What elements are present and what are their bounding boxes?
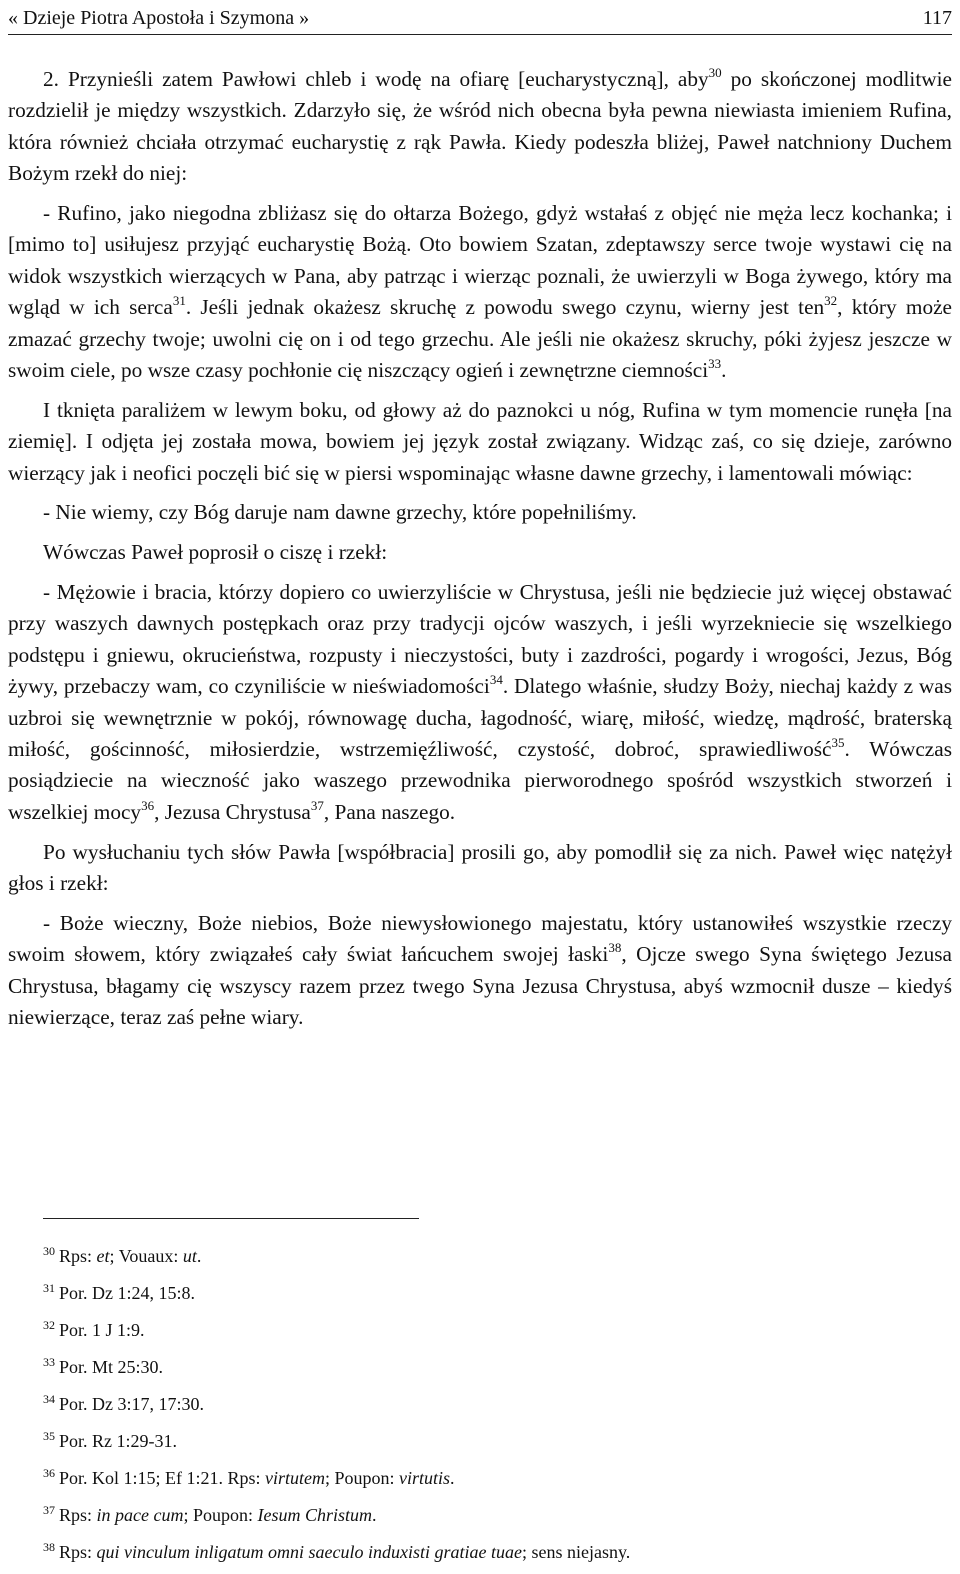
paragraph [8, 497, 952, 528]
footnote [43, 1497, 943, 1534]
footnote-ref: 31 [172, 293, 186, 309]
text-run: Wówczas Paweł poprosił o ciszę i rzekł: [43, 540, 388, 565]
paragraph [8, 837, 952, 900]
text-run: 2. Przynieśli zatem Pawłowi chleb i wodę na ofiarę [eucharystyczną], aby [43, 67, 709, 91]
footnote-number: 38 [43, 1539, 55, 1554]
footnote-ref: 33 [708, 355, 722, 371]
footnote-ref: 32 [824, 293, 838, 309]
italic-text: Iesum Christum [257, 1505, 373, 1525]
paragraph [8, 395, 952, 489]
paragraph [8, 198, 952, 386]
text-run: Rps: [59, 1542, 97, 1562]
footnote [43, 1349, 943, 1386]
footnote [43, 1386, 943, 1423]
text-run: . Wówczas posiądziecie na wieczność jako waszego przewodnika pierworodnego spośród wszystkich stworzeń i wszelkiej mocy [8, 737, 952, 824]
text-run: - Mężowie i bracia, którzy dopiero co uwierzyliście w Chrystusa, jeśli nie będziecie już więcej obstawać przy waszych dawnych postępkach oraz przy tradycji ojców waszych, i jeśli wyrzekniecie się wszelkiego podstępu i gniewu, okrucieństwa, rozpusty i nieczystości, buty i zazdrości, pogardy i wrogości, Jezus, Bóg żywy, przebaczy wam, co czyniliście w nieświadomości [8, 580, 952, 699]
text-run: ; sens niejasny. [521, 1542, 631, 1562]
footnote [43, 1312, 943, 1349]
footnote-number: 37 [43, 1502, 55, 1517]
text-run: , Jezusa Chrystusa [154, 799, 311, 824]
footnote [43, 1423, 943, 1460]
text-run: Por. Mt 25:30. [59, 1357, 164, 1377]
text-run: Po wysłuchaniu tych słów Pawła [współbracia] prosili go, aby pomodlił się za nich. Paweł więc natężył głos i rzekł: [8, 839, 952, 896]
footnote-number: 36 [43, 1465, 55, 1480]
footnote-number: 30 [43, 1243, 55, 1258]
text-run: Rps: [59, 1505, 97, 1525]
body-text [8, 64, 952, 1042]
italic-text: in pace cum [96, 1505, 184, 1525]
text-run: . [721, 358, 727, 383]
text-run: Por. 1 J 1:9. [59, 1320, 145, 1340]
text-run: Por. Kol 1:15; Ef 1:21. Rps: [59, 1468, 266, 1488]
text-run: I tknięta paraliżem w lewym boku, od głowy aż do paznokci u nóg, Rufina w tym momencie runęła [na ziemię]. I odjęta jej została mowa, bowiem jej język został związany. Widząc zaś, co się dzieje, zarówno wierzący jak i neofici poczęli bić się w piersi wspominając własne dawne grzechy, i lamentowali mówiąc: [8, 397, 952, 485]
paragraph [8, 537, 952, 568]
italic-text: virtutem [265, 1468, 326, 1488]
text-run: . [372, 1505, 377, 1525]
paragraph [8, 908, 952, 1034]
footnote-ref: 35 [831, 734, 845, 750]
running-title: « Dzieje Piotra Apostoła i Szymona » [8, 7, 310, 29]
text-run: - Boże wieczny, Boże niebios, Boże niewysłowionego majestatu, który ustanowiłeś wszystkie rzeczy swoim słowem, który związałeś cały świat łańcuchem swojej łaski [8, 910, 952, 967]
footnote [43, 1534, 943, 1571]
footnote [43, 1238, 943, 1275]
footnote-number: 32 [43, 1317, 55, 1332]
paragraph [8, 64, 952, 190]
footnote-number: 35 [43, 1428, 55, 1443]
italic-text: qui vinculum inligatum omni saeculo induxisti gratiae tuae [96, 1542, 522, 1562]
italic-text: ut [182, 1246, 197, 1266]
footnote [43, 1275, 943, 1312]
footnote-separator [43, 1218, 419, 1219]
footnote-number: 33 [43, 1354, 55, 1369]
page-number: 117 [922, 7, 952, 29]
text-run: Por. Dz 1:24, 15:8. [59, 1283, 196, 1303]
footnotes [43, 1238, 943, 1571]
footnote-number: 31 [43, 1280, 55, 1295]
running-header [8, 4, 952, 34]
italic-text: virtutis [399, 1468, 451, 1488]
text-run: . [196, 1246, 202, 1266]
text-run: . Jeśli jednak okażesz skruchę z powodu swego czynu, wierny jest ten [185, 295, 825, 320]
text-run: Por. Dz 3:17, 17:30. [59, 1394, 205, 1414]
footnote [43, 1460, 943, 1497]
footnote-ref: 37 [310, 797, 324, 813]
text-run: ; Poupon: [183, 1505, 258, 1525]
text-run: Rps: [59, 1246, 97, 1266]
text-run: ; Poupon: [325, 1468, 400, 1488]
text-run: - Rufino, jako niegodna zbliżasz się do ołtarza Bożego, gdyż wstałaś z objęć nie męża lecz kochanka; i [mimo to] usiłujesz przyjąć eucharystię Bożą. Oto bowiem Szatan, zdeptawszy serce twoje wystawi cię na widok wszystkich wierzących w Pana, aby patrząc i wierząc poznali, że uwierzyli w Boga żywego, który ma wgląd w ich serca [8, 201, 952, 320]
footnote-ref: 30 [708, 64, 722, 80]
text-run: Por. Rz 1:29-31. [59, 1431, 178, 1451]
text-run: po skończonej modlitwie rozdzielił je między wszystkich. Zdarzyło się, że wśród nich obecna była pewna niewiasta imieniem Rufina, która również chciała otrzymać eucharystię z rąk Pawła. Kiedy podeszła bliżej, Paweł natchniony Duchem Bożym rzekł do niej: [8, 67, 952, 186]
paragraph [8, 577, 952, 828]
footnote-ref: 36 [141, 797, 155, 813]
header-rule [8, 34, 952, 35]
text-run: . Dlatego właśnie, słudzy Boży, niechaj każdy z was uzbroi się wewnętrznie w pokój, równowagę ducha, łagodność, wiarę, miłość, wiedzę, mądrość, braterską miłość, gościnność, miłosierdzie, wstrzemięźliwość, czystość, dobroć, sprawiedliwość [8, 674, 953, 762]
footnote-ref: 38 [608, 940, 622, 956]
text-run: - Nie wiemy, czy Bóg daruje nam dawne grzechy, które popełniliśmy. [43, 500, 637, 525]
text-run: , który może zmazać grzechy twoje; uwolni cię on i od tego grzechu. Ale jeśli nie okażesz skruchy, póki żyjesz jeszcze w swoim ciele, po wsze czasy pochłonie cię niszczący ogień i zewnętrzne ciemności [8, 295, 952, 383]
text-run: ; Vouaux: [109, 1246, 183, 1266]
footnote-ref: 34 [489, 672, 503, 688]
text-run: , Ojcze swego Syna świętego Jezusa Chrystusa, błagamy cię wszyscy razem przez twego Syna Jezusa Chrystusa, abyś wzmocnił dusze – kiedyś niewierzące, teraz zaś pełne wiary. [8, 942, 952, 1030]
text-run: , Pana naszego. [323, 799, 456, 824]
text-run: . [450, 1468, 455, 1488]
footnote-number: 34 [43, 1391, 55, 1406]
italic-text: et [96, 1246, 110, 1266]
